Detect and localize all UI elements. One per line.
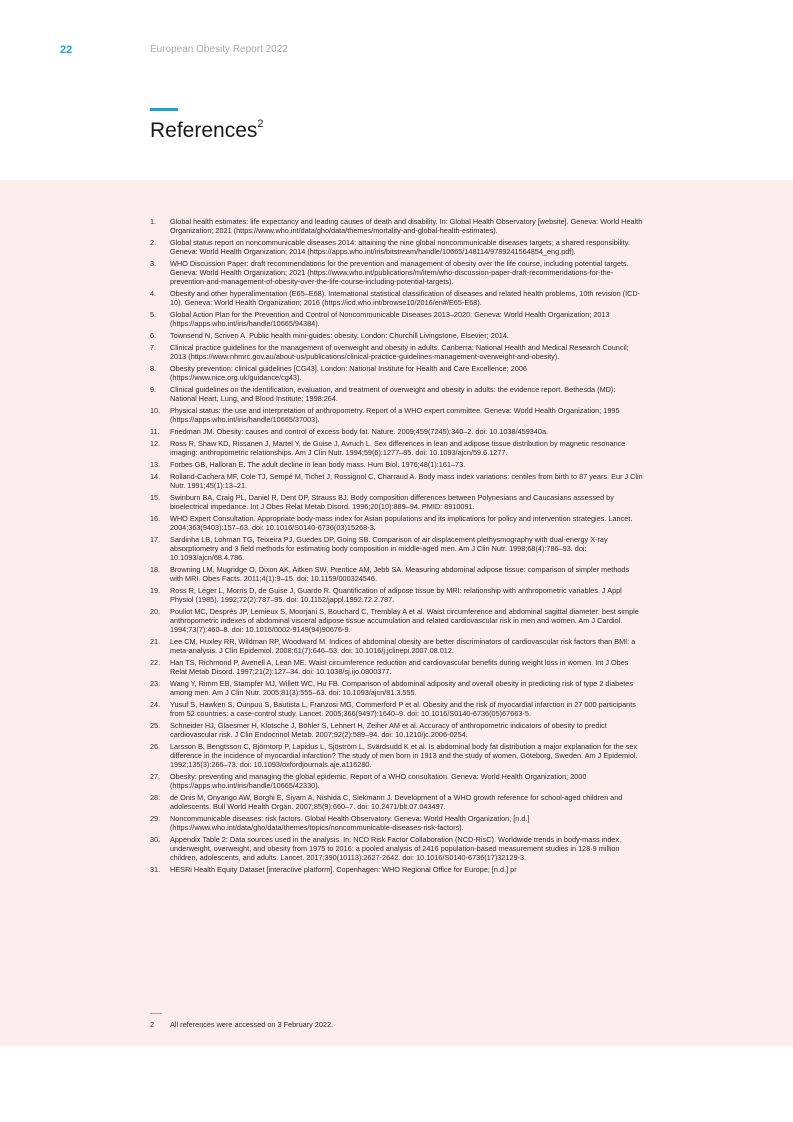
reference-item <box>150 638 643 656</box>
reference-number: 10. <box>150 406 161 415</box>
reference-number: 18. <box>150 565 161 575</box>
reference-text: WHO Discussion Paper: draft recommendations for the prevention and management of obesity over the life course, including potential targets. Geneva: World Health Organization; 2021 (https://www.who.int/publications/m/item/who-discussion-paper-draft-recommendations-for-the-prevention-and-management-of-obesity-over-the-life-course-including-potential-targets). <box>170 259 629 286</box>
reference-text: Clinical practice guidelines for the management of overweight and obesity in adults. Canberra: National Health and Medical Research Council; 2013 (https://www.nhmrc.gov.au/about-us/publications/clinical-practice-guidelines-management-overweight-and-obesity). <box>170 343 629 361</box>
footnote-number: 2 <box>150 1020 155 1029</box>
reference-item <box>150 701 643 719</box>
reference-number: 27. <box>150 771 161 781</box>
reference-number: 12. <box>150 439 161 449</box>
reference-number: 24. <box>150 700 161 709</box>
reference-item <box>150 515 643 533</box>
reference-item <box>150 836 643 863</box>
reference-text: Appendix Table 2: Data sources used in the analysis. In: NCD Risk Factor Collaboration (NCD-RisC). Worldwide trends in body-mass index, underweight, overweight, and obesity from 1975 to 2016: a pooled analysis of 2416 population-based measurement studies in 128·9 million children, adolescents, and adults. Lancet. 2017;390(10113):2627-2642. doi: 10.1016/S0140-6736(17)32129-3. <box>170 834 622 862</box>
reference-item <box>150 239 643 257</box>
reference-item <box>150 773 643 791</box>
reference-text: Clinical guidelines on the identification, evaluation, and treatment of overweight and obesity in adults: the evidence report. Bethesda (MD): National Heart, Lung, and Blood Institute; 1998:264. <box>170 385 616 403</box>
reference-item <box>150 344 643 362</box>
reference-number: 26. <box>150 742 161 751</box>
reference-text: Ross R, Shaw KD, Rissanen J, Martel Y, de Guise J, Avruch L. Sex differences in lean and adipose tissue distribution by magnetic resonance imaging: anthropometric relationships. Am J Clin Nutr. 1994;59(6):1277–85. doi: 10.1093/ajcn/59.6.1277. <box>170 439 626 457</box>
reference-text: Obesity prevention: clinical guidelines [CG43]. London: National Institute for Health and Care Excellence; 2006 (https://www.nice.org.uk/guidance/cg43). <box>170 364 527 382</box>
reference-list <box>150 218 643 878</box>
reference-text: Obesity: preventing and managing the global epidemic. Report of a WHO consultation. Geneva: World Health Organization; 2000 (https://apps.who.int/iris/handle/10665/42330). <box>170 771 587 790</box>
reference-item <box>150 536 643 563</box>
reference-item <box>150 494 643 512</box>
reference-number: 25. <box>150 721 161 730</box>
reference-item <box>150 260 643 287</box>
reference-item <box>150 311 643 329</box>
reference-number: 16. <box>150 514 161 524</box>
running-title: European Obesity Report 2022 <box>150 44 288 55</box>
reference-text: Friedman JM. Obesity: causes and control of excess body fat. Nature. 2009;459(7245):340–2. doi: 10.1038/459340a. <box>170 427 549 436</box>
reference-number: 1. <box>150 217 157 226</box>
reference-item <box>150 794 643 812</box>
reference-number: 9. <box>150 385 157 394</box>
reference-text: Physical status: the use and interpretation of anthropometry. Report of a WHO expert committee. Geneva: World Health Organization; 1995 (https://apps.who.int/iris/handle/10665/37003). <box>170 406 620 424</box>
reference-item <box>150 608 643 635</box>
reference-number: 19. <box>150 586 161 596</box>
reference-item <box>150 659 643 677</box>
footnote <box>150 1020 333 1029</box>
reference-number: 23. <box>150 679 161 688</box>
reference-number: 7. <box>150 343 157 352</box>
reference-text: Han TS, Richmond P, Avenell A, Lean ME. Waist circumference reduction and cardiovascular benefits during weight loss in women. Int J Obes Relat Metab Disord. 1997;21(2):127–34. doi: 10.1038/sj.ijo.0800377. <box>170 658 629 676</box>
reference-number: 6. <box>150 330 157 340</box>
reference-number: 17. <box>150 535 161 545</box>
reference-item <box>150 680 643 698</box>
reference-text: Lee CM, Huxley RR, Wildman RP, Woodward M. Indices of abdominal obesity are better discriminators of cardiovascular risk factors than BMI: a meta-analysis. J Clin Epidemiol. 2008;61(7):646–53. doi: 10.1016/j.jclinepi.2007.08.012. <box>170 637 636 655</box>
reference-item <box>150 743 643 770</box>
reference-text: Yusuf S, Hawken S, Ounpuu S, Bautista L, Franzosi MG, Commerford P et al. Obesity and the risk of myocardial infarction in 27 000 participants from 52 countries: a case-control study. Lancet. 2005;366(9497):1640–9. doi: 10.1016/S0140-6736(05)67663-5. <box>170 700 636 718</box>
reference-text: Noncommunicable diseases: risk factors. Global Health Observatory. Geneva: World Health Organization; [n.d.] (https://www.who.int/data/gho/data/themes/topics/noncommunicable-diseases-risk-factors). <box>170 813 530 832</box>
reference-number: 11. <box>150 427 160 436</box>
reference-text: Townsend N, Scriven A. Public health mini-guides: obesity. London: Churchill Livingstone, Elsevier; 2014. <box>170 330 509 340</box>
accent-bar <box>150 108 178 111</box>
reference-text: Global Action Plan for the Prevention and Control of Noncommunicable Diseases 2013–2020. Geneva: World Health Organization; 2013 (https://apps.who.int/iris/handle/10665/94384). <box>170 309 610 328</box>
reference-text: de Onis M, Onyango AW, Borghi E, Siyam A, Nishida C, Siekmann J. Development of a WHO growth reference for school-aged children and adolescents. Bull World Health Organ. 2007;85(9):660–7. doi: 10.2471/blt.07.043497. <box>170 792 623 811</box>
reference-item <box>150 365 643 383</box>
page-number: 22 <box>60 44 73 56</box>
reference-text: Ross R, Léger L, Morris D, de Guise J, Guardo R. Quantification of adipose tissue by MRI: relationship with anthropometric variables. J Appl Physiol (1985). 1992;72(2):787–95. doi: 10.1152/jappl.1992.72.2.787. <box>170 586 622 604</box>
reference-item <box>150 386 643 404</box>
reference-item <box>150 440 643 458</box>
reference-number: 28. <box>150 792 161 802</box>
reference-text: Larsson B, Bengtsson C, Björntorp P, Lapidus L, Sjöström L, Svärdsudd K et al. Is abdominal body fat distribution a major explanation for the sex difference in the incidence of myocardial infarction? The study of men born in 1913 and the study of women, Göteborg, Sweden. Am J Epidemiol. 1992;135(3):266–73. doi: 10.1093/oxfordjournals.aje.a116280. <box>170 742 638 769</box>
reference-text: Obesity and other hyperalimentation (E65–E68). International statistical classification of diseases and related health problems, 10th revision (ICD-10). Geneva: World Health Organization; 2016 (https://icd.who.int/browse10/2016/en#/E65-E68). <box>170 288 641 307</box>
reference-number: 4. <box>150 288 157 298</box>
reference-number: 21. <box>150 637 161 646</box>
reference-text: Schneider HJ, Glaesmer H, Klotsche J, Böhler S, Lehnert H, Zeiher AM et al. Accuracy of anthropometric indicators of obesity to predict cardiovascular risk. J Clin Endocrinol Metab. 2007;92(2):589–94. doi: 10.1210/jc.2006-0254. <box>170 721 607 739</box>
reference-item <box>150 290 643 308</box>
reference-number: 15. <box>150 493 161 503</box>
footnote-text: All references were accessed on 3 February 2022. <box>170 1020 334 1029</box>
reference-text: Sardinha LB, Lohman TG, Teixeira PJ, Guedes DP, Going SB. Comparison of air displacement plethysmography with dual-energy X-ray absorptiometry and 3 field methods for estimating body composition in middle-aged men. Am J Clin Nutr. 1998;68(4):786–93. doi: 10.1093/ajcn/68.4.786. <box>170 535 608 562</box>
reference-number: 22. <box>150 658 161 667</box>
reference-number: 3. <box>150 259 157 268</box>
reference-text: HESRi Health Equity Dataset [interactive platform]. Copenhagen: WHO Regional Office for Europe; [n.d.] pr <box>170 864 517 874</box>
reference-number: 31. <box>150 864 161 874</box>
reference-item <box>150 587 643 605</box>
footnote-marker: 2 <box>257 118 264 130</box>
reference-number: 2. <box>150 238 157 247</box>
footnote-rule <box>150 1013 162 1014</box>
reference-number: 14. <box>150 472 161 482</box>
reference-number: 29. <box>150 813 161 823</box>
reference-item <box>150 473 643 491</box>
reference-number: 30. <box>150 834 161 844</box>
reference-item <box>150 332 643 341</box>
section-title-text: References <box>150 119 258 142</box>
reference-text: WHO Expert Consultation. Appropriate body-mass index for Asian populations and its implications for policy and intervention strategies. Lancet. 2004;363(9403):157–63. doi: 10.1016/S0140-6736(03)15268-3. <box>170 514 633 533</box>
reference-text: Global health estimates: life expectancy and leading causes of death and disability. In: Global Health Observatory [website]. Geneva: World Health Organization; 2021 (https://www.who.int/data/gho/data/themes/mortality-and-global-health-estimates). <box>170 217 643 235</box>
section-title <box>150 119 264 143</box>
reference-item <box>150 407 643 425</box>
reference-text: Swinburn BA, Craig PL, Daniel R, Dent DP, Strauss BJ. Body composition differences between Polynesians and Caucasians assessed by bioelectrical impedance. Int J Obes Relat Metab Disord. 1996;20(10):889–94. PMID: 8910091. <box>170 493 614 512</box>
reference-item <box>150 461 643 470</box>
reference-number: 8. <box>150 364 157 373</box>
reference-item <box>150 722 643 740</box>
reference-number: 5. <box>150 309 157 319</box>
reference-item <box>150 866 643 875</box>
reference-text: Global status report on noncommunicable diseases 2014: attaining the nine global noncommunicable diseases targets; a shared responsibility. Geneva: World Health Organization; 2014 (https://apps.who.int/iris/bitstream/handle/10665/148114/9789241564854_eng.pdf). <box>170 238 630 256</box>
reference-number: 20. <box>150 607 161 617</box>
reference-text: Wang Y, Rimm EB, Stampfer MJ, Willett WC, Hu FB. Comparison of abdominal adiposity and overall obesity in predicting risk of type 2 diabetes among men. Am J Clin Nutr. 2005;81(3):555–63. doi: 10.1093/ajcn/81.3.555. <box>170 679 634 697</box>
reference-text: Pouliot MC, Després JP, Lemieux S, Moorjani S, Bouchard C, Tremblay A et al. Waist circumference and abdominal sagittal diameter: best simple anthropometric indexes of abdominal visceral adipose tissue accumulation and related cardiovascular risk in men and women. Am J Cardiol. 1994;73(7):460–8. doi: 10.1016/0002-9149(94)90676-9. <box>170 607 639 634</box>
reference-item <box>150 428 643 437</box>
reference-item <box>150 815 643 833</box>
reference-number: 13. <box>150 460 161 470</box>
reference-item <box>150 218 643 236</box>
reference-text: Browning LM, Mugridge O, Dixon AK, Aitken SW, Prentice AM, Jebb SA. Measuring abdominal adipose tissue: comparison of simpler methods with MRI. Obes Facts. 2011;4(1):9–15. doi: 10.1159/000324546. <box>170 565 630 583</box>
reference-item <box>150 566 643 584</box>
reference-text: Rolland-Cachera MF, Cole TJ, Sempé M, Tichet J, Rossignol C, Charraud A. Body mass index variations: centiles from birth to 87 years. Eur J Clin Nutr. 1991;45(1):13–21. <box>170 472 643 491</box>
reference-text: Forbes GB, Halloran E. The adult decline in lean body mass. Hum Biol. 1976;48(1):161–73. <box>170 460 466 470</box>
